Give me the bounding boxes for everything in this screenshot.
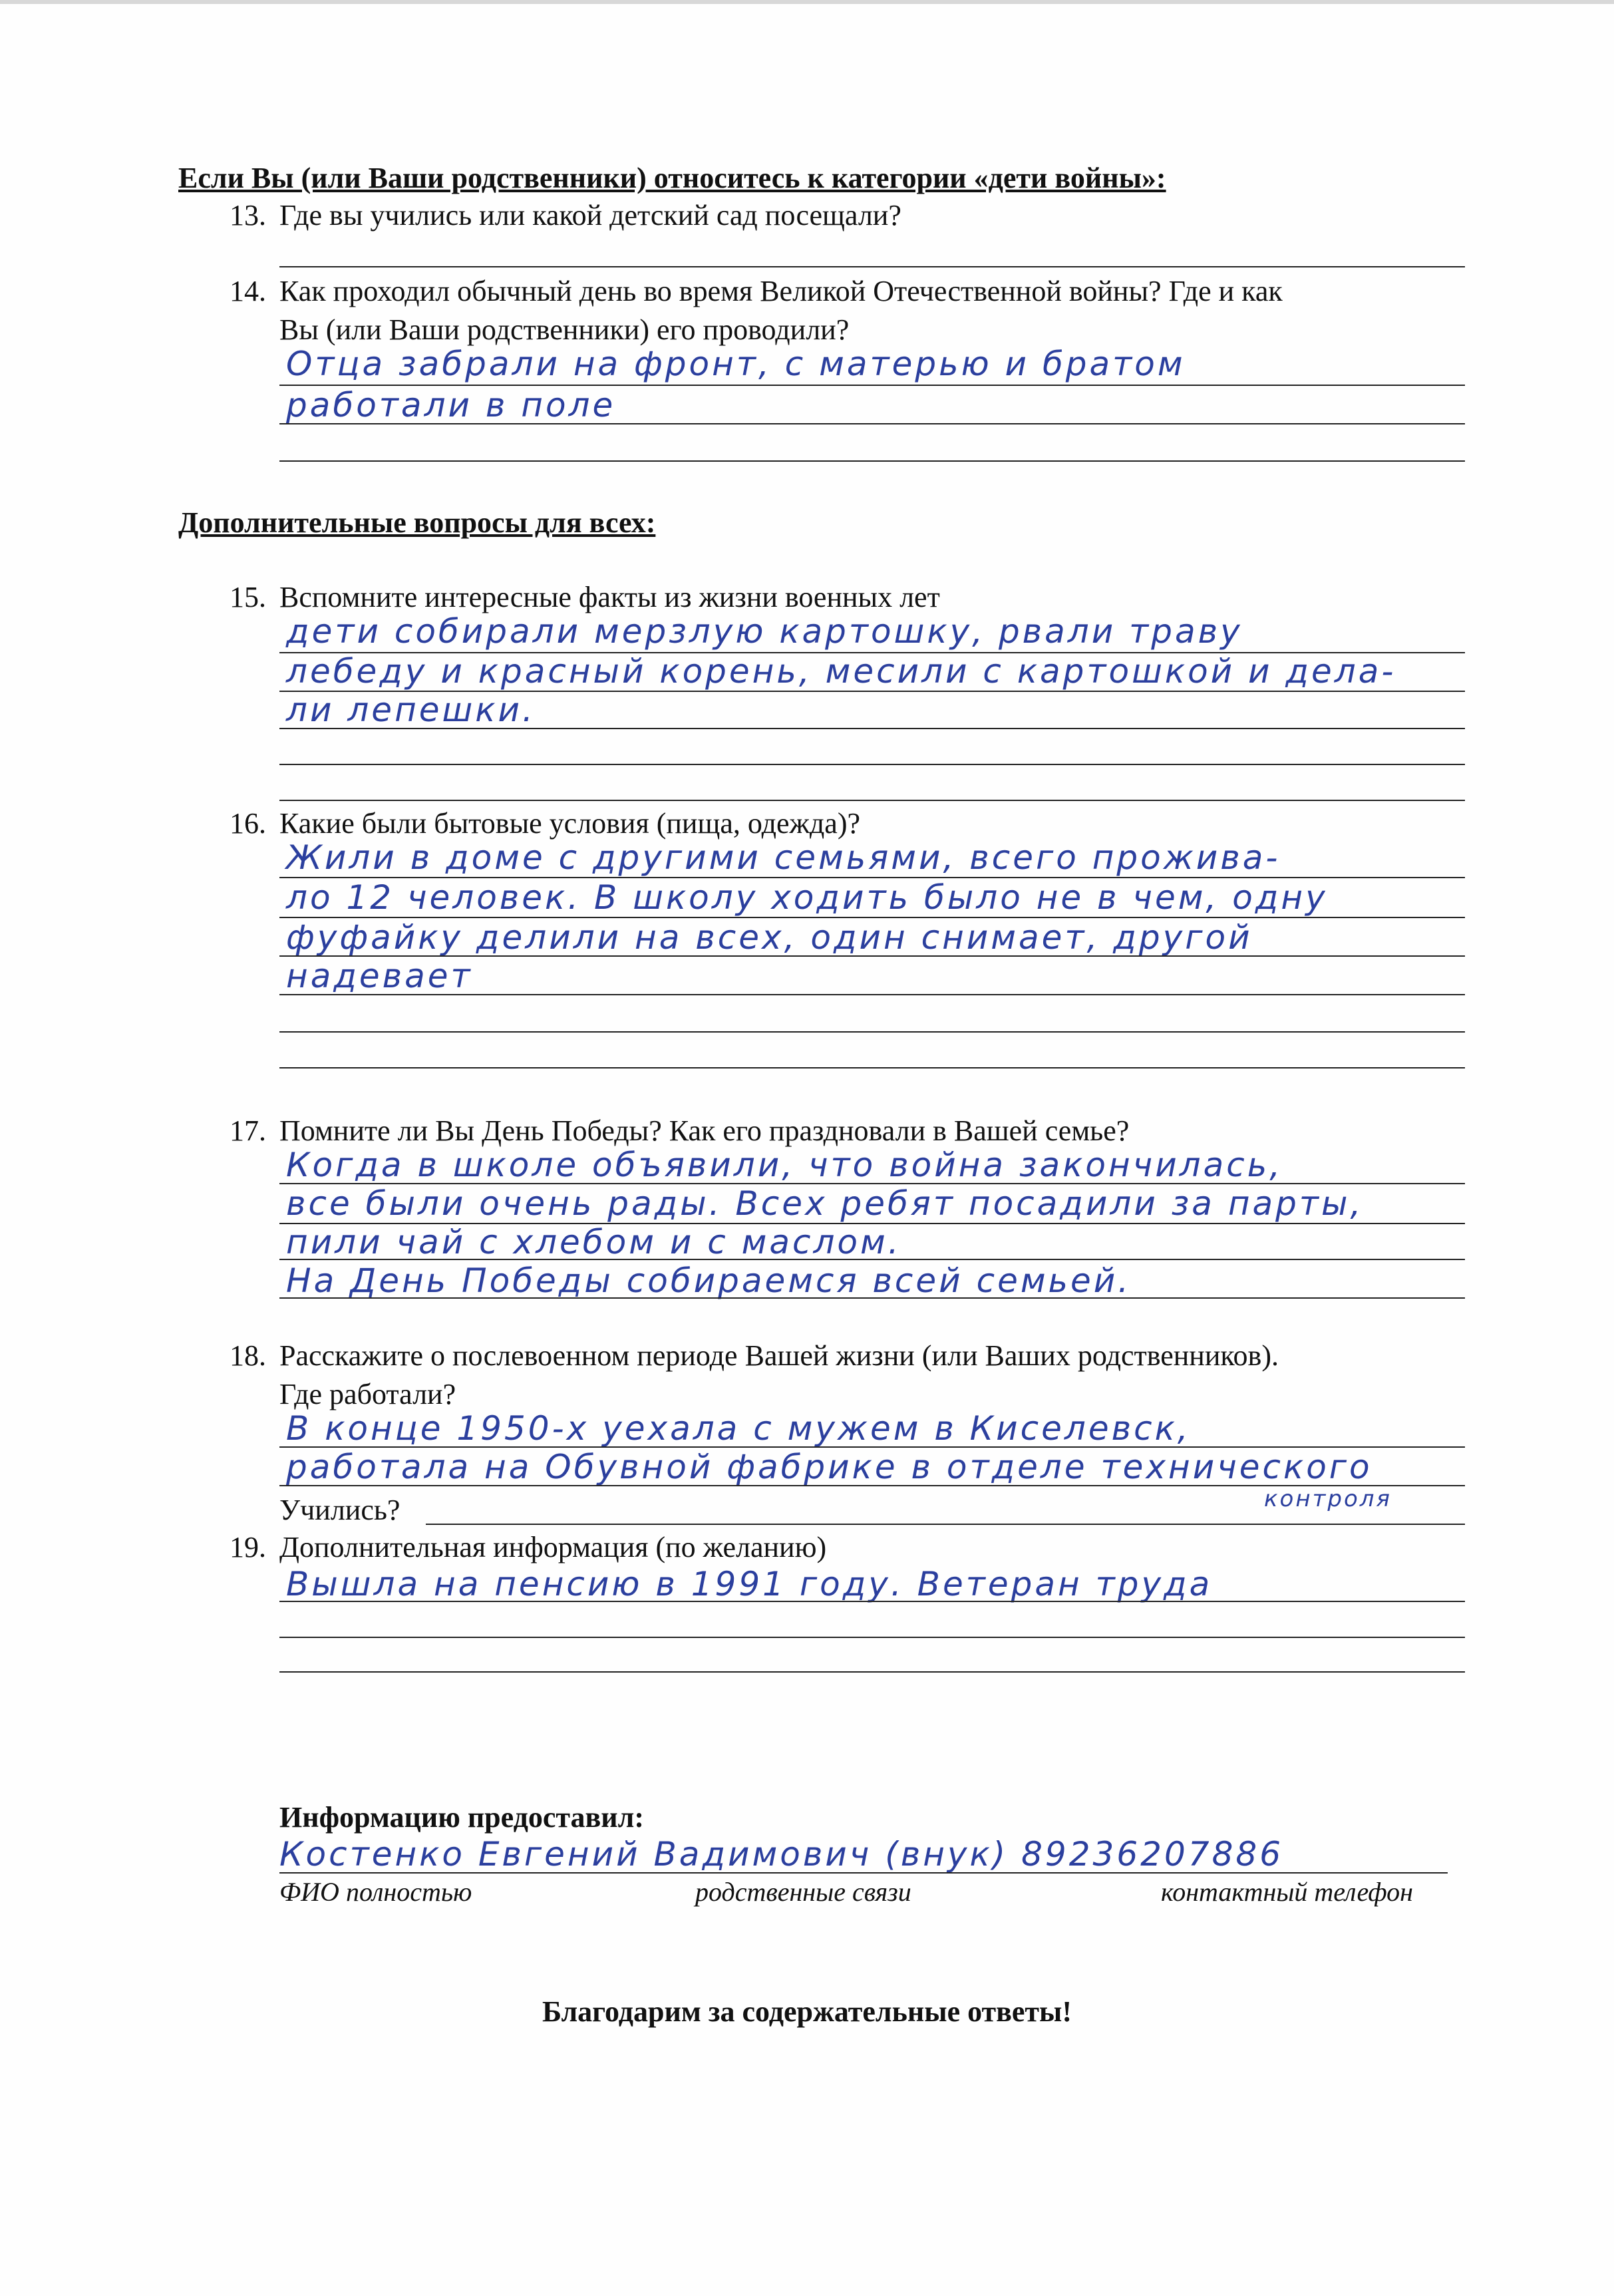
caption-relation: родственные связи	[695, 1877, 911, 1907]
q18-text-line2: Где работали?	[279, 1378, 456, 1410]
q15-answer-1: дети собирали мерзлую картошку, рвали траву	[286, 612, 1243, 651]
q17-text: Помните ли Вы День Победы? Как его праздновали в Вашей семье?	[279, 1114, 1130, 1147]
q16-text: Какие были бытовые условия (пища, одежда)?	[279, 807, 861, 840]
q16-number: 16.	[230, 807, 266, 840]
section-heading-children: Если Вы (или Ваши родственники) относитесь к категории «дети войны»:	[178, 162, 1166, 194]
q14-text-line1: Как проходил обычный день во время Великой Отечественной войны? Где и как	[279, 275, 1283, 307]
q15-answer-line-4[interactable]	[279, 764, 1465, 765]
q14-answer-2: работали в поле	[286, 386, 616, 424]
q17-answer-2: все были очень рады. Всех ребят посадили за парты,	[286, 1184, 1364, 1223]
info-line[interactable]	[279, 1872, 1448, 1874]
caption-fullname: ФИО полностью	[279, 1877, 472, 1907]
q15-number: 15.	[230, 581, 266, 613]
q19-text: Дополнительная информация (по желанию)	[279, 1531, 827, 1563]
q14-answer-line-2[interactable]	[279, 423, 1465, 424]
q18-text-line1: Расскажите о послевоенном периоде Вашей жизни (или Ваших родственников).	[279, 1339, 1279, 1372]
q17-answer-3: пили чай с хлебом и с маслом.	[286, 1223, 901, 1261]
q16-answer-1: Жили в доме с другими семьями, всего прожива-	[286, 838, 1281, 877]
q15-answer-line-5[interactable]	[279, 800, 1465, 801]
q19-answer-line-3[interactable]	[279, 1671, 1465, 1673]
caption-phone: контактный телефон	[1161, 1877, 1413, 1907]
q13-answer-line[interactable]	[279, 266, 1465, 267]
q16-answer-4: надевает	[286, 957, 473, 995]
q15-text: Вспомните интересные факты из жизни военных лет	[279, 581, 940, 613]
q19-number: 19.	[230, 1531, 266, 1563]
q13-number: 13.	[230, 199, 266, 232]
q19-answer-line-2[interactable]	[279, 1637, 1465, 1638]
q16-answer-2: ло 12 человек. В школу ходить было не в чем, одну	[286, 878, 1328, 917]
thanks-text: Благодарим за содержательные ответы!	[542, 1995, 1072, 2028]
scan-edge	[0, 0, 1614, 4]
q17-answer-1: Когда в школе объявили, что война закончилась,	[286, 1146, 1283, 1184]
q18-number: 18.	[230, 1339, 266, 1372]
q17-answer-line-4[interactable]	[279, 1297, 1465, 1299]
q15-answer-2: лебеду и красный корень, месили с картошкой и дела-	[286, 652, 1396, 691]
q18-answer-note: контроля	[1264, 1486, 1392, 1512]
q14-answer-1: Отца забрали на фронт, с матерью и братом	[286, 345, 1186, 383]
q17-number: 17.	[230, 1114, 266, 1147]
q19-answer-line-1[interactable]	[279, 1601, 1465, 1602]
q14-number: 14.	[230, 275, 266, 307]
q14-text-line2: Вы (или Ваши родственники) его проводили?	[279, 313, 850, 346]
q18-answer-1: В конце 1950-х уехала с мужем в Киселевск,	[286, 1409, 1191, 1448]
section-heading-all: Дополнительные вопросы для всех:	[178, 506, 656, 539]
q16-answer-line-5[interactable]	[279, 1031, 1465, 1033]
q17-answer-line-3[interactable]	[279, 1259, 1465, 1260]
q18-studied-label: Учились?	[279, 1494, 401, 1526]
info-filled: Костенко Евгений Вадимович (внук) 89236207886	[279, 1835, 1284, 1874]
q15-answer-3: ли лепешки.	[286, 691, 536, 729]
q13-text: Где вы учились или какой детский сад посещали?	[279, 199, 901, 232]
q19-answer-1: Вышла на пенсию в 1991 году. Ветеран труда	[286, 1565, 1213, 1603]
q16-answer-3: фуфайку делили на всех, один снимает, другой	[286, 918, 1253, 957]
q17-answer-4: На День Победы собираемся всей семьей.	[286, 1261, 1132, 1300]
q18-studied-line[interactable]	[426, 1524, 1465, 1525]
q16-answer-line-4[interactable]	[279, 994, 1465, 995]
q15-answer-line-3[interactable]	[279, 728, 1465, 729]
info-title: Информацию предоставил:	[279, 1801, 644, 1834]
q18-answer-2: работала на Обувной фабрике в отделе технического	[286, 1448, 1372, 1486]
q16-answer-line-6[interactable]	[279, 1067, 1465, 1068]
q14-answer-line-3[interactable]	[279, 460, 1465, 462]
